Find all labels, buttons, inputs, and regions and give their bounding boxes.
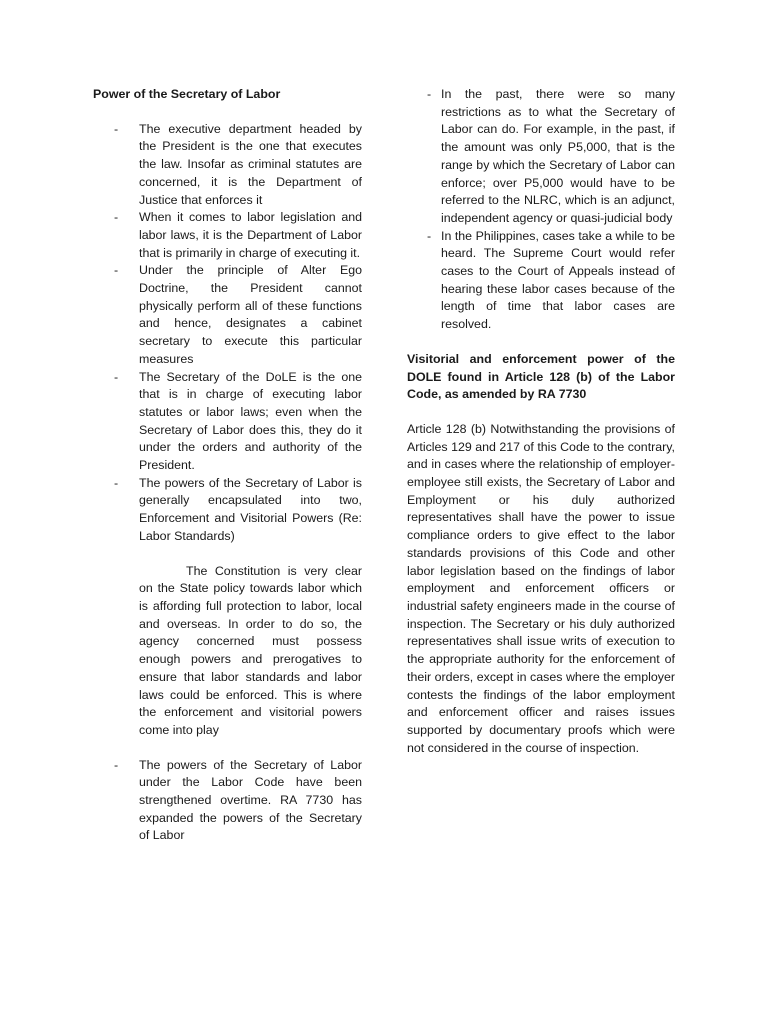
list-item bbox=[93, 757, 362, 846]
power-bullet-list bbox=[93, 121, 362, 546]
bullet-dash: - bbox=[114, 475, 119, 490]
list-item-text: In the past, there were so many restrictions as to what the Secretary of Labor can do. For example, in the past, if the amount was only P5,000, that is the range by which the Secretary of Labor can enforce; over P5,000 would have to be referred to the NLRC, which is an adjunct, independent agency or quasi-judicial body bbox=[441, 87, 675, 225]
bullet-dash: - bbox=[114, 210, 119, 225]
list-item bbox=[93, 209, 362, 262]
list-item-text: Under the principle of Alter Ego Doctrine, the President cannot physically perform all of these functions and hence, designates a cabinet secretary to execute this particular measures bbox=[139, 263, 362, 366]
final-bullet-list bbox=[93, 757, 362, 846]
bullet-dash: - bbox=[427, 87, 432, 101]
section-heading-power: Power of the Secretary of Labor bbox=[93, 87, 281, 101]
section-heading-visitorial: Visitorial and enforcement power of the DOLE found in Article 128 (b) of the Labor Code, as amended by RA 7730 bbox=[407, 351, 675, 402]
list-item-text: The Secretary of the DoLE is the one that is in charge of executing labor statutes or labor laws; even when the Secretary of Labor does this, they do it under the orders and authority of the President. bbox=[139, 369, 362, 473]
bullet-dash: - bbox=[114, 121, 119, 136]
left-column bbox=[93, 86, 362, 845]
bullet-dash: - bbox=[114, 757, 119, 772]
right-column bbox=[407, 86, 675, 757]
list-item bbox=[93, 475, 362, 546]
list-item-text: The powers of the Secretary of Labor is generally encapsulated into two, Enforcement and Visitorial Powers (Re: Labor Standards) bbox=[139, 475, 362, 543]
history-bullet-list bbox=[407, 86, 675, 334]
list-item bbox=[407, 228, 675, 334]
bullet-dash: - bbox=[427, 228, 432, 243]
bullet-dash: - bbox=[114, 263, 119, 278]
list-item bbox=[407, 86, 675, 228]
list-item bbox=[93, 121, 362, 210]
constitution-paragraph: The Constitution is very clear on the State policy towards labor which is affording full protection to labor, local and overseas. In order to do so, the agency concerned must possess enough powers and prerogatives to ensure that labor standards and labor laws could be enforced. This is where the enforcement and visitorial powers come into play bbox=[139, 563, 362, 737]
bullet-dash: - bbox=[114, 369, 119, 384]
list-item-text: In the Philippines, cases take a while to be heard. The Supreme Court would refer cases to the Court of Appeals instead of hearing these labor cases because of the length of time that labor cases are resolved. bbox=[441, 228, 675, 332]
list-item-text: The powers of the Secretary of Labor under the Labor Code have been strengthened overtime. RA 7730 has expanded the powers of the Secretary of Labor bbox=[139, 757, 362, 843]
list-item-text: The executive department headed by the President is the one that executes the law. Insofar as criminal statutes are concerned, it is the Department of Justice that enforces it bbox=[139, 121, 362, 207]
list-item bbox=[93, 369, 362, 475]
list-item bbox=[93, 262, 362, 368]
article-128b-text: Article 128 (b) Notwithstanding the provisions of Articles 129 and 217 of this Code to the contrary, and in cases where the relationship of employer-employee still exists, the Secretary of Labor and Employment or his duly authorized representatives shall have the power to issue compliance orders to give effect to the labor standards provisions of this Code and other labor legislation based on the findings of labor employment and enforcement officers or industrial safety engineers made in the course of inspection. The Secretary or his duly authorized representatives shall issue writs of execution to the appropriate authority for the enforcement of their orders, except in cases where the employer contests the findings of the labor employment and enforcement officer and raises issues supported by documentary proofs which were not considered in the course of inspection. bbox=[407, 421, 675, 755]
list-item-text: When it comes to labor legislation and labor laws, it is the Department of Labor that is primarily in charge of executing it. bbox=[139, 210, 362, 260]
